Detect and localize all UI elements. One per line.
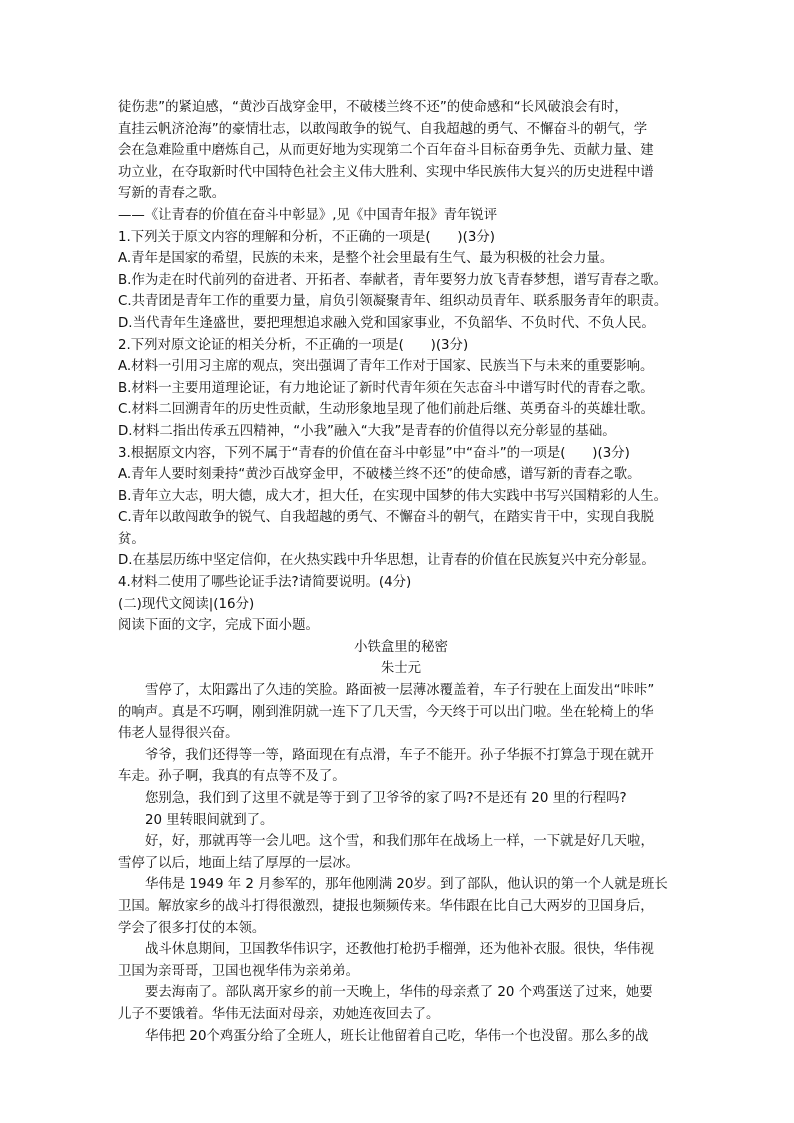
story-author: 朱士元 xyxy=(380,661,422,677)
paragraph xyxy=(118,874,684,939)
section-heading: (二)现代文阅读|(16分) xyxy=(118,596,255,612)
paragraph-line: 爷爷，我们还得等一等，路面现在有点滑，车子不能开。孙子华振不打算急于现在就开 xyxy=(145,747,654,763)
article-source: ——《让青春的价值在奋斗中彰显》,见《中国青年报》青年锐评 xyxy=(118,207,498,223)
paragraph xyxy=(118,810,684,832)
paragraph-line: 华伟把 20个鸡蛋分给了全班人，班长让他留着自己吃，华伟一个也没留。那么多的战 xyxy=(145,1028,649,1044)
paragraph-line: 您别急，我们到了这里不就是等于到了卫爷爷的家了吗?不是还有 20 里的行程吗? xyxy=(145,791,627,806)
option-c-cont: 贫。 xyxy=(118,531,145,547)
article-line: 功立业，在夺取新时代中国特色社会主义伟大胜利、实现中华民族伟大复兴的历史进程中谱 xyxy=(118,164,654,180)
paragraph xyxy=(118,680,684,745)
question-3 xyxy=(118,443,684,573)
option-c: C.青年以敢闯敢争的锐气、自我超越的勇气、不懈奋斗的朝气，在踏实肯干中，实现自我脱 xyxy=(118,510,654,526)
paragraph xyxy=(118,982,684,1025)
paragraph xyxy=(118,788,684,810)
story-title: 小铁盒里的秘密 xyxy=(354,639,448,655)
paragraph xyxy=(118,939,684,982)
option-b: B.青年立大志，明大德，成大才，担大任，在实现中国梦的伟大实践中书写兴国精彩的人生。 xyxy=(118,488,668,504)
option-c: C.材料二回溯青年的历史性贡献，生动形象地呈现了他们前赴后继、英勇奋斗的英雄壮歌。 xyxy=(118,402,654,418)
paragraph-line: 20 里转眼间就到了。 xyxy=(145,812,274,828)
option-d: D.材料二指出传承五四精神，“小我”融入“大我”是青春的价值得以充分彰显的基础。 xyxy=(118,423,616,439)
paragraph-line: 战斗休息期间，卫国教华伟识字，还教他打枪扔手榴弹，还为他补衣服。很快，华伟视 xyxy=(145,942,654,958)
paragraph-line: 要去海南了。部队离开家乡的前一天晚上，华伟的母亲煮了 20 个鸡蛋送了过来，她要 xyxy=(145,985,653,1001)
paragraph-line: 卫国为亲哥哥，卫国也视华伟为亲弟弟。 xyxy=(118,963,360,979)
question-4 xyxy=(118,572,684,594)
question-2 xyxy=(118,335,684,443)
paragraph-line: 好，好，那就再等一会儿吧。这个雪，和我们那年在战场上一样，一下就是好几天啦， xyxy=(145,834,654,850)
option-a: A.青年人要时刻秉持“黄沙百战穿金甲，不破楼兰终不还”的使命感，谱写新的青春之歌。 xyxy=(118,467,641,483)
option-d: D.当代青年生逢盛世，要把理想追求融入党和国家事业，不负韶华、不负时代、不负人民。 xyxy=(118,315,655,331)
paragraph-line: 儿子不要饿着。华伟无法面对母亲，劝她连夜回去了。 xyxy=(118,1006,440,1022)
article-line: 会在急难险重中磨炼自己，从而更好地为实现第二个百年奋斗目标奋勇争先、贡献力量、建 xyxy=(118,143,654,159)
article-line: 写新的青春之歌。 xyxy=(118,186,226,202)
option-a: A.材料一引用习主席的观点，突出强调了青年工作对于国家、民族当下与未来的重要影响。 xyxy=(118,359,654,375)
paragraph-line: 伟老人显得很兴奋。 xyxy=(118,726,239,742)
article-text xyxy=(118,97,684,227)
option-d: D.在基层历练中坚定信仰，在火热实践中升华思想，让青春的价值在民族复兴中充分彰显。 xyxy=(118,553,655,569)
article-line: 徒伤悲”的紧迫感，“黄沙百战穿金甲，不破楼兰终不还”的使命感和“长风破浪会有时， xyxy=(118,100,628,115)
question-stem: 4.材料二使用了哪些论证手法?请简要说明。(4分) xyxy=(118,575,412,591)
paragraph xyxy=(118,1026,684,1048)
paragraph-line: 雪停了，太阳露出了久违的笑脸。路面被一层薄冰覆盖着，车子行驶在上面发出“咔咔” xyxy=(145,683,655,699)
paragraph-line: 华伟是 1949 年 2 月参军的，那年他刚满 20岁。到了部队，他认识的第一个人就是班长 xyxy=(145,877,668,893)
option-a: A.青年是国家的希望，民族的未来，是整个社会里最有生气、最为积极的社会力量。 xyxy=(118,251,614,267)
paragraph-line: 的响声。真是不巧啊，刚到淮阴就一连下了几天雪，今天终于可以出门啦。坐在轮椅上的华 xyxy=(118,704,654,720)
paragraph-line: 车走。孙子啊，我真的有点等不及了。 xyxy=(118,769,346,785)
option-b: B.作为走在时代前列的奋进者、开拓者、奉献者，青年要努力放飞青春梦想，谱写青春之歌。 xyxy=(118,272,668,288)
question-stem: 3.根据原文内容，下列不属于“青春的价值在奋斗中彰显”中“奋斗”的一项是( )(3分) xyxy=(118,445,630,461)
question-1 xyxy=(118,227,684,335)
option-c: C.共青团是青年工作的重要力量，肩负引领凝聚青年、组织动员青年、联系服务青年的职责。 xyxy=(118,294,668,310)
article-line: 直挂云帆济沧海”的豪情壮志，以敢闯敢争的锐气、自我超越的勇气、不懈奋斗的朝气，学 xyxy=(118,121,648,137)
paragraph xyxy=(118,831,684,874)
paragraph-line: 雪停了以后，地面上结了厚厚的一层冰。 xyxy=(118,855,360,871)
section-2 xyxy=(118,594,684,1047)
option-b: B.材料一主要用道理论证，有力地论证了新时代青年须在矢志奋斗中谱写时代的青春之歌。 xyxy=(118,380,654,396)
paragraph-line: 学会了很多打仗的本领。 xyxy=(118,920,266,936)
question-stem: 1.下列关于原文内容的理解和分析，不正确的一项是( )(3分) xyxy=(118,229,495,245)
paragraph-line: 卫国。解放家乡的战斗打得很激烈，捷报也频频传来。华伟跟在比自己大两岁的卫国身后， xyxy=(118,898,654,914)
paragraph xyxy=(118,745,684,788)
section-instruction: 阅读下面的文字，完成下面小题。 xyxy=(118,618,319,634)
question-stem: 2.下列对原文论证的相关分析，不正确的一项是( )(3分) xyxy=(118,337,469,353)
document-page xyxy=(118,97,684,1047)
